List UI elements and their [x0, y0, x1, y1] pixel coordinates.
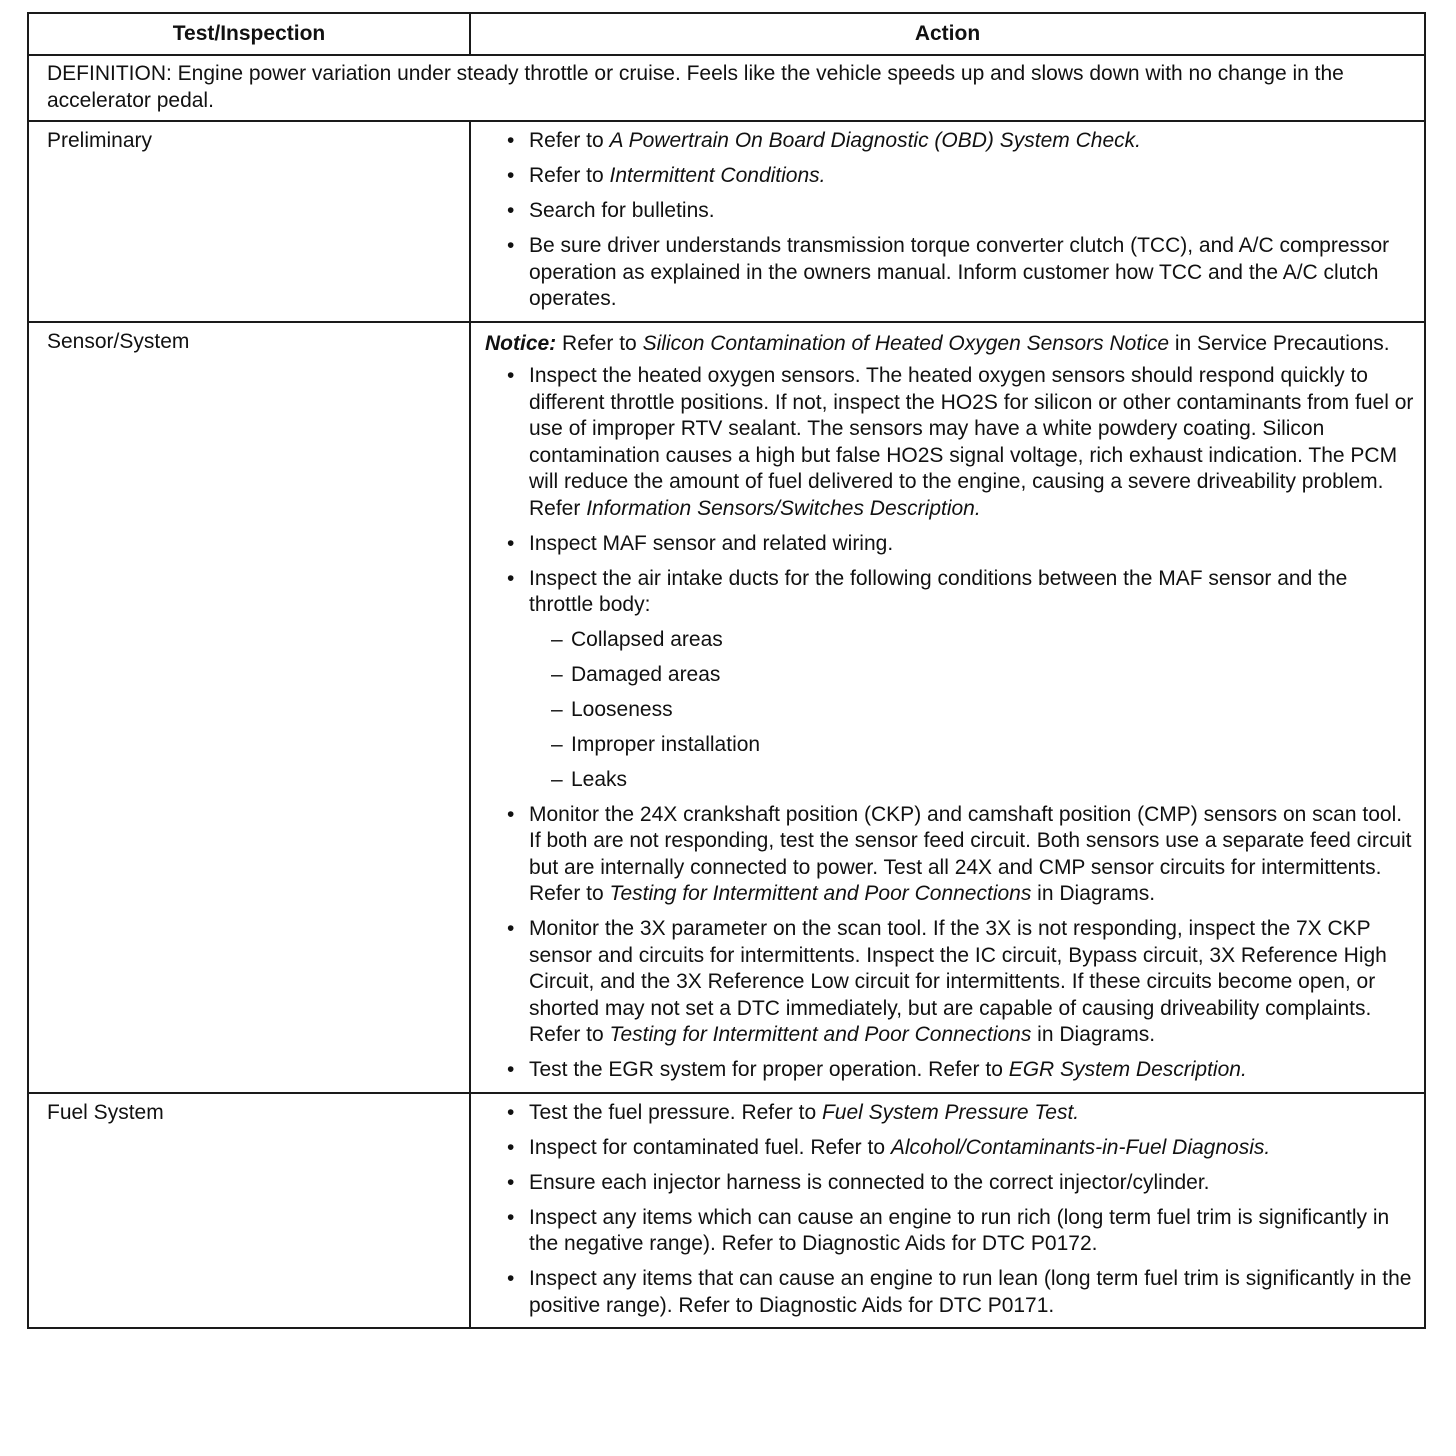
- preliminary-list: [485, 128, 1414, 313]
- list-item: [529, 802, 1416, 908]
- table-row-preliminary: [28, 121, 1425, 322]
- item-text: Monitor the 24X crankshaft position (CKP) and camshaft position (CMP) sensors on scan tool. If both are not responding, test the sensor feed circuit. Both sensors use a separate feed circuit but are internally connected to power. Test all 24X and CMP sensor circuits for intermittents. Refer to: [529, 802, 1412, 905]
- fuel-list: [485, 1100, 1414, 1320]
- list-item: • Inspect any items that can cause an engine to run lean (long term fuel trim is significantly in the positive range). Refer to Diagnostic Aids for DTC P0171.: [529, 1266, 1414, 1319]
- row-label-fuel-system: Fuel System: [28, 1093, 470, 1329]
- item-text: Refer to: [529, 164, 610, 187]
- list-item: [529, 1135, 1414, 1162]
- list-item: [529, 128, 1414, 155]
- list-item: • Inspect any items which can cause an engine to run rich (long term fuel trim is significantly in the negative range). Refer to Diagnostic Aids for DTC P0172.: [529, 1205, 1414, 1258]
- table-row-fuel-system: [28, 1093, 1425, 1329]
- condition-item: – Improper installation: [561, 732, 1416, 759]
- notice-paragraph: [485, 331, 1416, 358]
- reference-link: Alcohol/Contaminants-in-Fuel Diagnosis.: [890, 1135, 1271, 1159]
- item-text: Inspect the heated oxygen sensors. The heated oxygen sensors should respond quickly to different throttle positions. If not, inspect the HO2S for silicon or other contaminants from fuel or use of improper RTV sealant. The sensors may have a white powdery coating. Silicon contamination causes a high but false HO2S signal voltage, rich exhaust indication. The PCM will reduce the amount of fuel delivered to the engine, causing a severe driveability problem. Refer: [529, 364, 1414, 520]
- definition-text: DEFINITION: Engine power variation under steady throttle or cruise. Feels like the vehicle speeds up and slows down with no change in the accelerator pedal.: [28, 55, 1425, 121]
- definition-row: [28, 55, 1425, 121]
- sensor-actions: [470, 322, 1425, 1093]
- notice-label: Notice:: [485, 331, 557, 355]
- item-text: in Diagrams.: [1031, 882, 1156, 905]
- item-text: Test the fuel pressure. Refer to: [529, 1100, 822, 1124]
- item-text: Inspect the air intake ducts for the following conditions between the MAF sensor and the throttle body:: [529, 566, 1348, 616]
- list-item: • Search for bulletins.: [529, 198, 1414, 225]
- reference-link: Silicon Contamination of Heated Oxygen Sensors Notice: [642, 331, 1170, 355]
- reference-link: Testing for Intermittent and Poor Connections: [609, 1023, 1032, 1046]
- reference-link: A Powertrain On Board Diagnostic (OBD) System Check.: [609, 129, 1141, 152]
- header-test-inspection: Test/Inspection: [28, 13, 470, 55]
- item-text: Monitor the 3X parameter on the scan tool. If the 3X is not responding, inspect the 7X CKP sensor and circuits for intermittents. Inspect the IC circuit, Bypass circuit, 3X Reference High Circuit, and the 3X Reference Low circuit for intermittents. If these circuits become open, or shorted may not set a DTC immediately, but are capable of causing driveability complaints. Refer to: [529, 917, 1387, 1046]
- table-row-sensor-system: [28, 322, 1425, 1093]
- list-item: [529, 566, 1416, 794]
- diagnostic-table: [27, 12, 1426, 1329]
- sensor-list: [485, 363, 1416, 1084]
- list-item: [529, 363, 1416, 522]
- item-text: Refer to: [529, 129, 610, 152]
- row-label-preliminary: Preliminary: [28, 121, 470, 322]
- preliminary-actions: [470, 121, 1425, 322]
- notice-text: Refer to: [556, 331, 643, 355]
- list-item: [529, 163, 1414, 190]
- list-item: [529, 1057, 1416, 1084]
- list-item: [529, 916, 1416, 1049]
- reference-link: Fuel System Pressure Test.: [821, 1100, 1080, 1124]
- condition-item: – Damaged areas: [561, 662, 1416, 689]
- table-header-row: [28, 13, 1425, 55]
- item-text: Inspect for contaminated fuel. Refer to: [529, 1135, 891, 1159]
- fuel-actions: [470, 1093, 1425, 1329]
- notice-text: in Service Precautions.: [1169, 331, 1390, 355]
- condition-item: – Looseness: [561, 697, 1416, 724]
- row-label-sensor-system: Sensor/System: [28, 322, 470, 1093]
- reference-link: Information Sensors/Switches Description.: [586, 496, 981, 520]
- item-text: Test the EGR system for proper operation. Refer to: [529, 1058, 1009, 1081]
- item-text: in Diagrams.: [1031, 1023, 1156, 1046]
- conditions-list: [529, 627, 1416, 794]
- list-item: [529, 1100, 1414, 1127]
- reference-link: Intermittent Conditions.: [609, 164, 826, 187]
- reference-link: Testing for Intermittent and Poor Connections: [609, 882, 1032, 905]
- list-item: • Inspect MAF sensor and related wiring.: [529, 531, 1416, 558]
- condition-item: – Leaks: [561, 767, 1416, 794]
- list-item: • Be sure driver understands transmission torque converter clutch (TCC), and A/C compressor operation as explained in the owners manual. Inform customer how TCC and the A/C clutch operates.: [529, 233, 1414, 313]
- reference-link: EGR System Description.: [1008, 1058, 1247, 1081]
- condition-item: – Collapsed areas: [561, 627, 1416, 654]
- list-item: • Ensure each injector harness is connected to the correct injector/cylinder.: [529, 1170, 1414, 1197]
- diagnostic-table-page: [27, 12, 1426, 1329]
- header-action: Action: [470, 13, 1425, 55]
